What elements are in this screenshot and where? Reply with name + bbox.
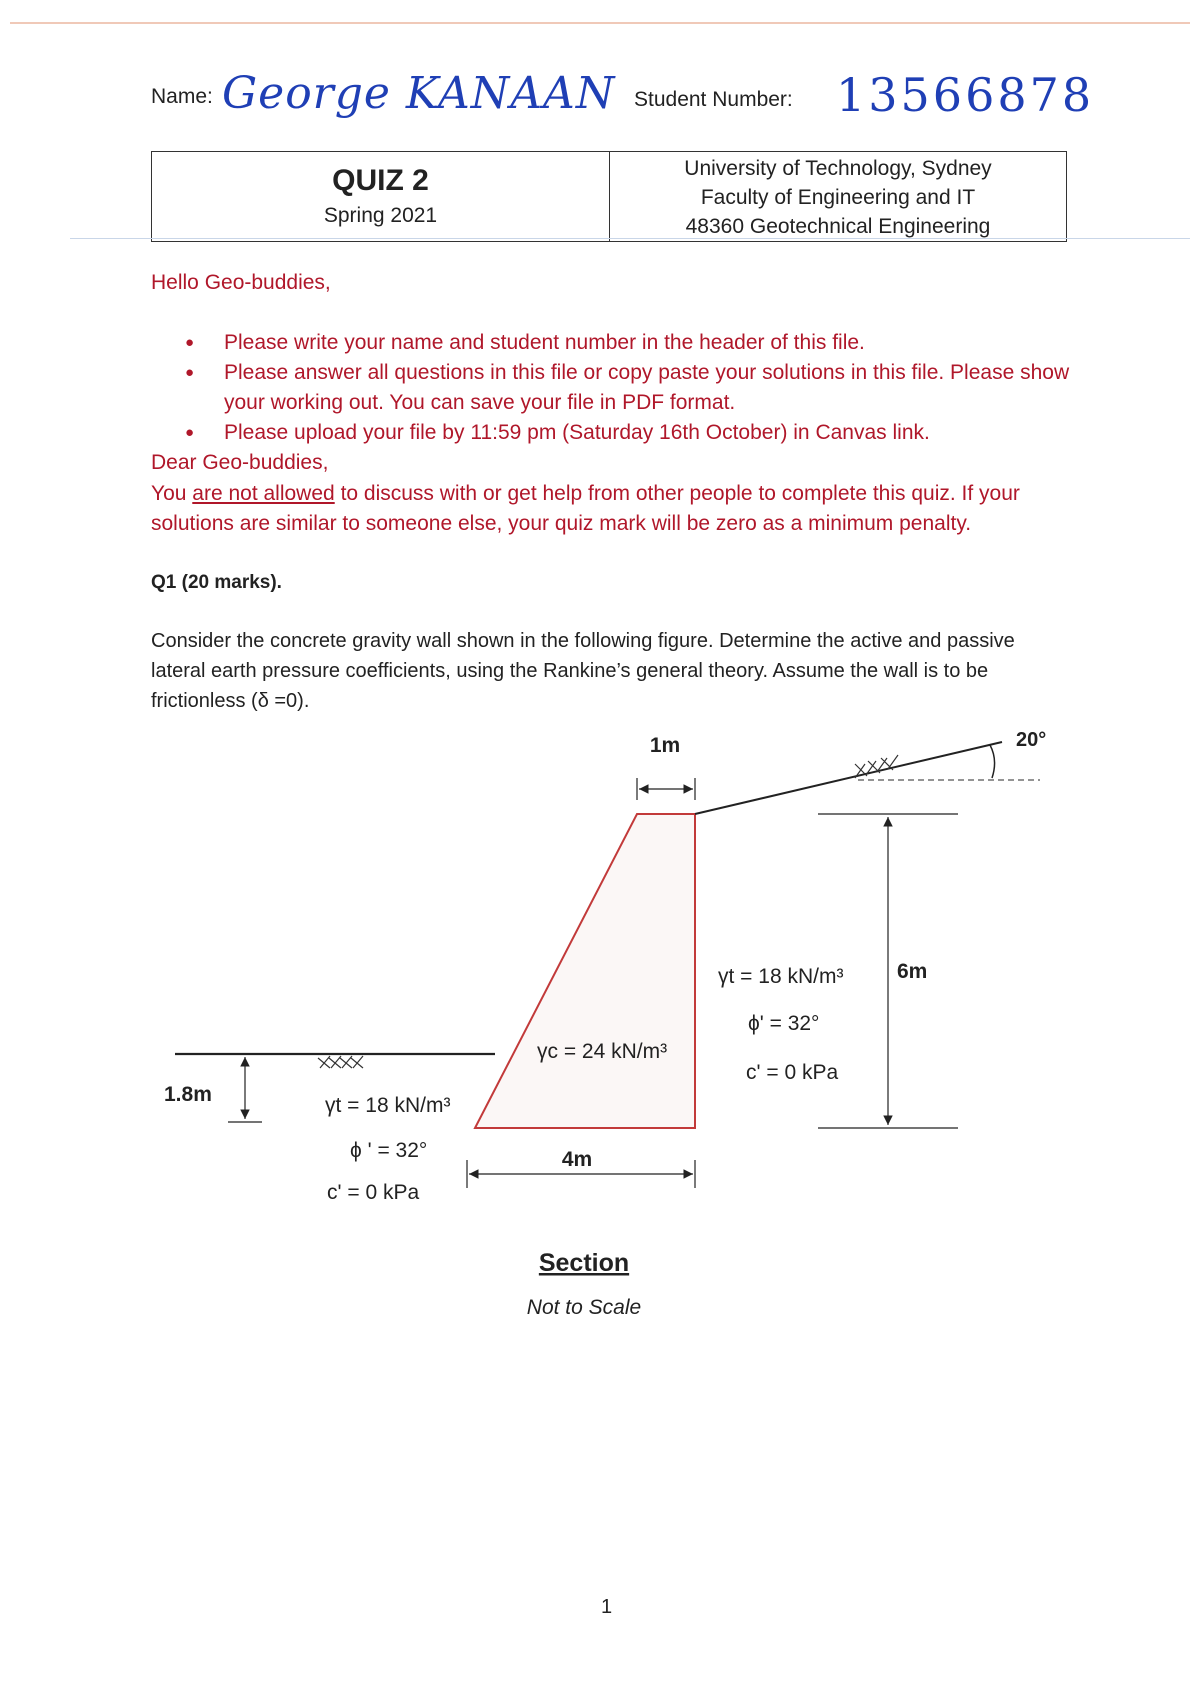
front-soil-unit-weight: γt = 18 kN/m³ [325,1094,451,1117]
slope-angle-arc [990,745,995,778]
university-info-cell [610,152,1066,241]
instruction-item: ● Please write your name and student number in the header of this file. [185,328,1085,358]
faculty-name: Faculty of Engineering and IT [700,186,976,209]
concrete-unit-weight: γc = 24 kN/m³ [537,1040,668,1063]
student-number-label: Student Number: [634,88,793,111]
scan-rule [70,238,1190,239]
warning-pre: You [151,482,187,505]
page-number: 1 [601,1596,613,1618]
dear-line: Dear Geo-buddies, [151,451,329,474]
backfill-slope-line [695,742,1002,814]
top-width-label: 1m [649,734,681,757]
front-soil-cohesion: c' = 0 kPa [327,1181,420,1204]
concrete-wall [475,814,695,1128]
section-title: Section [538,1249,630,1277]
embed-depth-label: 1.8m [164,1083,212,1106]
greeting: Hello Geo-buddies, [151,271,331,294]
university-name: University of Technology, Sydney [684,157,992,180]
warning-post: to discuss with or get help from other people to complete this quiz. If your solutions are similar to someone else, your quiz mark will be zero as a minimum penalty. [151,482,1020,535]
backfill-friction-angle: ϕ' = 32° [748,1012,820,1035]
instruction-list [185,328,1085,448]
subject-name: 48360 Geotechnical Engineering [685,215,991,238]
quiz-info-cell [152,152,610,241]
student-number-handwritten: 13566878 [836,68,1095,122]
quiz-title: QUIZ 2 [332,164,429,197]
header-box [151,151,1067,242]
question-text: Consider the concrete gravity wall shown in the following figure. Determine the active and passive lateral earth pressure coefficients, using the Rankine’s general theory. Assume the wall is to be frictionless (δ =0). [151,630,1015,712]
backfill-unit-weight: γt = 18 kN/m³ [718,965,844,988]
retaining-wall-figure [0,700,1200,1350]
base-width-label: 4m [561,1148,593,1171]
warning-paragraph [151,479,1071,539]
quiz-term: Spring 2021 [323,204,438,227]
warning-underlined: are not allowed [192,482,335,505]
scale-note: Not to Scale [526,1296,642,1319]
wall-height-label: 6m [897,960,928,983]
front-ground-hatch [318,1056,363,1068]
top-rule [10,22,1190,24]
question-label: Q1 (20 marks). [151,572,282,593]
backfill-cohesion: c' = 0 kPa [746,1061,839,1084]
slope-angle-label: 20° [1016,729,1047,751]
name-label: Name: [151,85,213,108]
name-handwritten: George KANAAN [222,68,616,119]
instruction-item: ● Please answer all questions in this file or copy paste your solutions in this file. Please show your working out. You can save your file in PDF format. [185,358,1085,418]
front-soil-friction-angle: ϕ ' = 32° [350,1139,428,1162]
instruction-item: ● Please upload your file by 11:59 pm (Saturday 16th October) in Canvas link. [185,418,1085,448]
